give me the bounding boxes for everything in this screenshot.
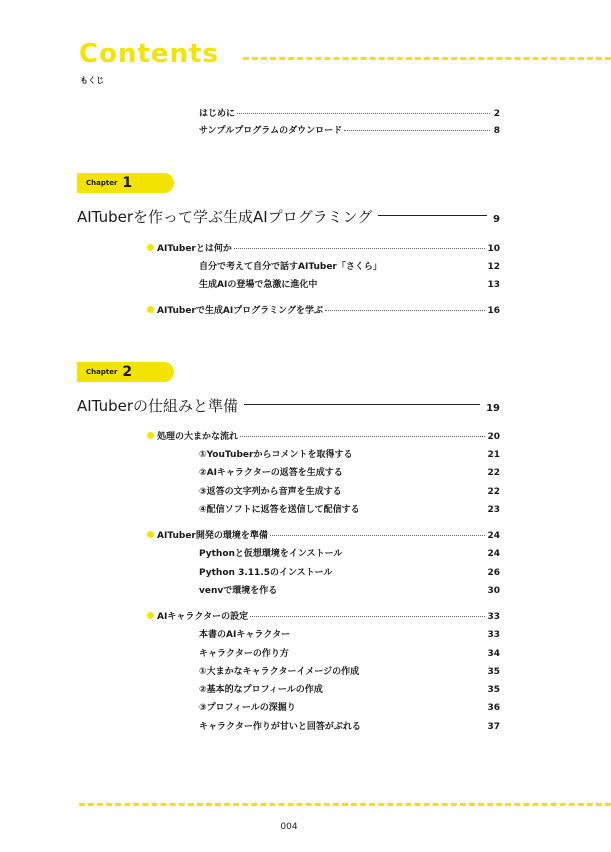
toc-section-entry[interactable] xyxy=(147,610,500,624)
chapter-title: AITuberを作って学ぶ生成AIプログラミング xyxy=(77,208,373,226)
page-subtitle: もくじ xyxy=(80,76,104,85)
toc-subentry[interactable] xyxy=(199,566,500,580)
toc-subentry-page: 12 xyxy=(487,262,500,272)
toc-subentry[interactable] xyxy=(199,466,500,480)
toc-subentry-label: Python 3.11.5のインストール xyxy=(199,568,333,578)
toc-subentry-label: 本書のAIキャラクター xyxy=(199,630,291,640)
toc-subentry-page: 30 xyxy=(487,586,500,596)
toc-subentry[interactable] xyxy=(199,647,500,661)
dot-leader xyxy=(250,616,485,617)
toc-subentry-page: 33 xyxy=(487,630,500,640)
toc-section-page: 24 xyxy=(487,531,500,541)
solid-leader xyxy=(378,215,487,216)
toc-section-entry[interactable] xyxy=(147,430,500,444)
toc-subentry[interactable] xyxy=(199,683,500,697)
toc-subentry-label: ①大まかなキャラクターイメージの作成 xyxy=(199,667,360,677)
toc-entry-page: 2 xyxy=(493,109,500,119)
page-title: Contents xyxy=(79,39,219,69)
toc-subentry-label: ②AIキャラクターの返答を生成する xyxy=(199,468,343,478)
toc-subentry-page: 22 xyxy=(487,487,500,497)
toc-subentry-page: 34 xyxy=(487,649,500,659)
toc-section-label: AITuber開発の環境を準備 xyxy=(157,531,268,541)
toc-subentry[interactable] xyxy=(199,628,500,642)
bullet-icon xyxy=(147,306,154,313)
toc-subentry[interactable] xyxy=(199,720,500,734)
toc-subentry-label: Pythonと仮想環境をインストール xyxy=(199,549,343,559)
solid-leader xyxy=(244,404,480,405)
toc-section-page: 20 xyxy=(487,432,500,442)
toc-subentry-page: 35 xyxy=(487,685,500,695)
dot-leader xyxy=(240,436,485,437)
toc-subentry-label: ①YouTuberからコメントを取得する xyxy=(199,450,353,460)
dot-leader xyxy=(234,248,486,249)
toc-subentry-page: 13 xyxy=(487,280,500,290)
toc-section-page: 10 xyxy=(487,244,500,254)
title-dashed-rule xyxy=(243,57,611,60)
toc-subentry[interactable] xyxy=(199,485,500,499)
chapter-page: 9 xyxy=(493,214,500,225)
toc-subentry-label: ④配信ソフトに返答を送信して配信する xyxy=(199,505,360,515)
toc-subentry-label: venvで環境を作る xyxy=(199,586,278,596)
toc-subentry-page: 22 xyxy=(487,468,500,478)
toc-subentry-label: ③返答の文字列から音声を生成する xyxy=(199,487,342,497)
chapter-badge-number: 2 xyxy=(122,364,133,380)
toc-subentry-page: 24 xyxy=(487,549,500,559)
toc-subentry[interactable] xyxy=(199,448,500,462)
toc-section-entry[interactable] xyxy=(147,242,500,256)
toc-entry-label: サンプルプログラムのダウンロード xyxy=(199,126,343,136)
chapter-1-badge xyxy=(77,173,174,193)
toc-subentry-page: 37 xyxy=(487,722,500,732)
toc-subentry[interactable] xyxy=(199,278,500,292)
toc-subentry-label: ③プロフィールの深掘り xyxy=(199,703,296,713)
toc-subentry[interactable] xyxy=(199,547,500,561)
toc-subentry-label: 生成AIの登場で急激に進化中 xyxy=(199,280,318,290)
chapter-2-title-entry[interactable] xyxy=(77,396,500,419)
bullet-icon xyxy=(147,244,154,251)
toc-entry-page: 8 xyxy=(493,126,500,136)
chapter-badge-word: Chapter xyxy=(86,368,118,376)
toc-subentry-label: キャラクター作りが甘いと回答がぶれる xyxy=(199,722,361,732)
bullet-icon xyxy=(147,612,154,619)
toc-section-page: 16 xyxy=(487,306,500,316)
toc-section-label: AITuberで生成AIプログラミングを学ぶ xyxy=(157,306,323,316)
toc-section-page: 33 xyxy=(487,612,500,622)
toc-subentry-label: キャラクターの作り方 xyxy=(199,649,289,659)
toc-entry-download[interactable] xyxy=(199,124,500,138)
toc-section-label: AITuberとは何か xyxy=(157,244,232,254)
toc-section-label: AIキャラクターの設定 xyxy=(157,612,249,622)
dot-leader xyxy=(270,535,486,536)
footer-dashed-rule xyxy=(79,803,611,806)
toc-subentry[interactable] xyxy=(199,584,500,598)
chapter-1-title-entry[interactable] xyxy=(77,207,500,230)
chapter-badge-number: 1 xyxy=(122,175,133,191)
toc-section-entry[interactable] xyxy=(147,529,500,543)
chapter-badge-word: Chapter xyxy=(86,179,118,187)
toc-entry-intro[interactable] xyxy=(199,107,500,121)
toc-subentry-page: 36 xyxy=(487,703,500,713)
toc-subentry-page: 26 xyxy=(487,568,500,578)
toc-subentry[interactable] xyxy=(199,665,500,679)
dot-leader xyxy=(237,113,490,114)
toc-subentry-label: 自分で考えて自分で話すAITuber「さくら」 xyxy=(199,262,382,272)
bullet-icon xyxy=(147,531,154,538)
chapter-page: 19 xyxy=(486,403,500,414)
bullet-icon xyxy=(147,432,154,439)
dot-leader xyxy=(344,130,490,131)
page-number: 004 xyxy=(280,822,298,832)
toc-subentry-page: 21 xyxy=(487,450,500,460)
toc-subentry-label: ②基本的なプロフィールの作成 xyxy=(199,685,323,695)
toc-subentry[interactable] xyxy=(199,701,500,715)
dot-leader xyxy=(325,310,485,311)
toc-section-entry[interactable] xyxy=(147,304,500,318)
toc-entry-label: はじめに xyxy=(199,109,236,119)
chapter-title: AITuberの仕組みと準備 xyxy=(77,397,238,415)
chapter-2-badge xyxy=(77,362,174,382)
toc-subentry[interactable] xyxy=(199,260,500,274)
toc-subentry-page: 35 xyxy=(487,667,500,677)
toc-subentry-page: 23 xyxy=(487,505,500,515)
toc-section-label: 処理の大まかな流れ xyxy=(157,432,239,442)
toc-subentry[interactable] xyxy=(199,503,500,517)
